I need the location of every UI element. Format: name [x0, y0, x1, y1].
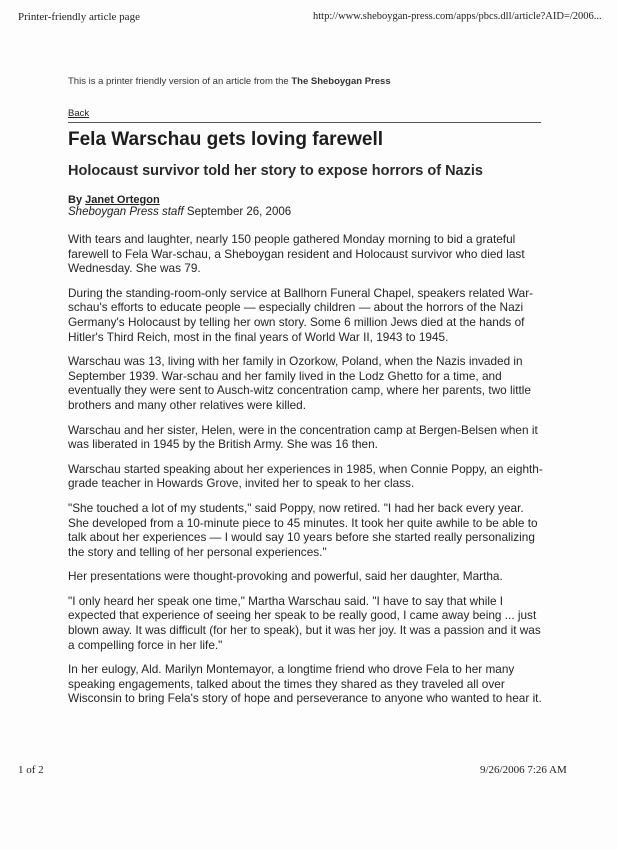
header-divider: [68, 122, 541, 123]
article-paragraph: During the standing-room-only service at Ballhorn Funeral Chapel, speakers related War-schau's efforts to educate people — especially children — about the horrors of the Nazi Germany's Holocaust by telling her own story. Some 6 million Jews died at the hands of Hitler's Third Reich, most in the final years of World War II, 1943 to 1945.: [68, 285, 534, 344]
article-body: [68, 232, 546, 716]
article-date: September 26, 2006: [186, 206, 292, 218]
back-link[interactable]: Back: [68, 108, 90, 119]
article-paragraph: "She touched a lot of my students," said Poppy, now retired. "I had her back every year. She developed from a 10-minute piece to 45 minutes. It took her quite awhile to be able to talk about her experiences — I would say 10 years before she started really personalizing the story and telling of her personal experiences.": [68, 500, 538, 559]
author-link[interactable]: Janet Ortegon: [85, 194, 160, 206]
article-paragraph: In her eulogy, Ald. Marilyn Montemayor, a longtime friend who drove Fela to her many speaking engagements, talked about the times they shared as they traveled all over Wisconsin to bring Fela's story of hope and perseverance to anyone who wanted to hear it.: [68, 662, 542, 706]
byline-prefix: By: [68, 194, 86, 206]
printer-friendly-notice: [68, 76, 391, 87]
staff-label: Sheboygan Press staff: [68, 206, 184, 218]
publication-name: The Sheboygan Press: [291, 76, 391, 87]
page-number: 1 of 2: [18, 764, 44, 776]
print-header-url: http://www.sheboygan-press.com/apps/pbcs.dll/article?AID=/2006...: [313, 11, 602, 22]
notice-text: This is a printer friendly version of an article from the: [68, 76, 292, 87]
byline: [68, 194, 160, 206]
article-paragraph: Warschau was 13, living with her family in Ozorkow, Poland, when the Nazis invaded in September 1939. War-schau and her family lived in the Lodz Ghetto for a time, and eventually they were sent to Ausch-witz concentration camp, where her parents, two little brothers and many other relatives were killed.: [68, 354, 531, 412]
print-header-title: Printer-friendly article page: [18, 11, 140, 23]
article-paragraph: With tears and laughter, nearly 150 people gathered Monday morning to bid a grateful farewell to Fela War-schau, a Sheboygan resident and Holocaust survivor who died last Wednesday. She was 79.: [68, 232, 525, 276]
article-subtitle: Holocaust survivor told her story to expose horrors of Nazis: [68, 163, 483, 179]
article-paragraph: Her presentations were thought-provoking and powerful, said her daughter, Martha.: [68, 569, 503, 584]
print-timestamp: 9/26/2006 7:26 AM: [480, 764, 567, 776]
article-paragraph: Warschau started speaking about her experiences in 1985, when Connie Poppy, an eighth-grade teacher in Howards Grove, invited her to speak to her class.: [68, 461, 543, 491]
article-paragraph: Warschau and her sister, Helen, were in the concentration camp at Bergen-Belsen when it was liberated in 1945 by the British Army. She was 16 then.: [68, 422, 538, 452]
article-paragraph: "I only heard her speak one time," Martha Warschau said. "I have to say that while I expected that experience of seeing her speak to be really good, I came away being ... just blown away. It was difficult (for her to speak), but it was her joy. It was a passion and it was a compelling force in her life.": [68, 593, 541, 652]
article-title: Fela Warschau gets loving farewell: [68, 129, 384, 150]
staff-dateline: [68, 206, 291, 218]
